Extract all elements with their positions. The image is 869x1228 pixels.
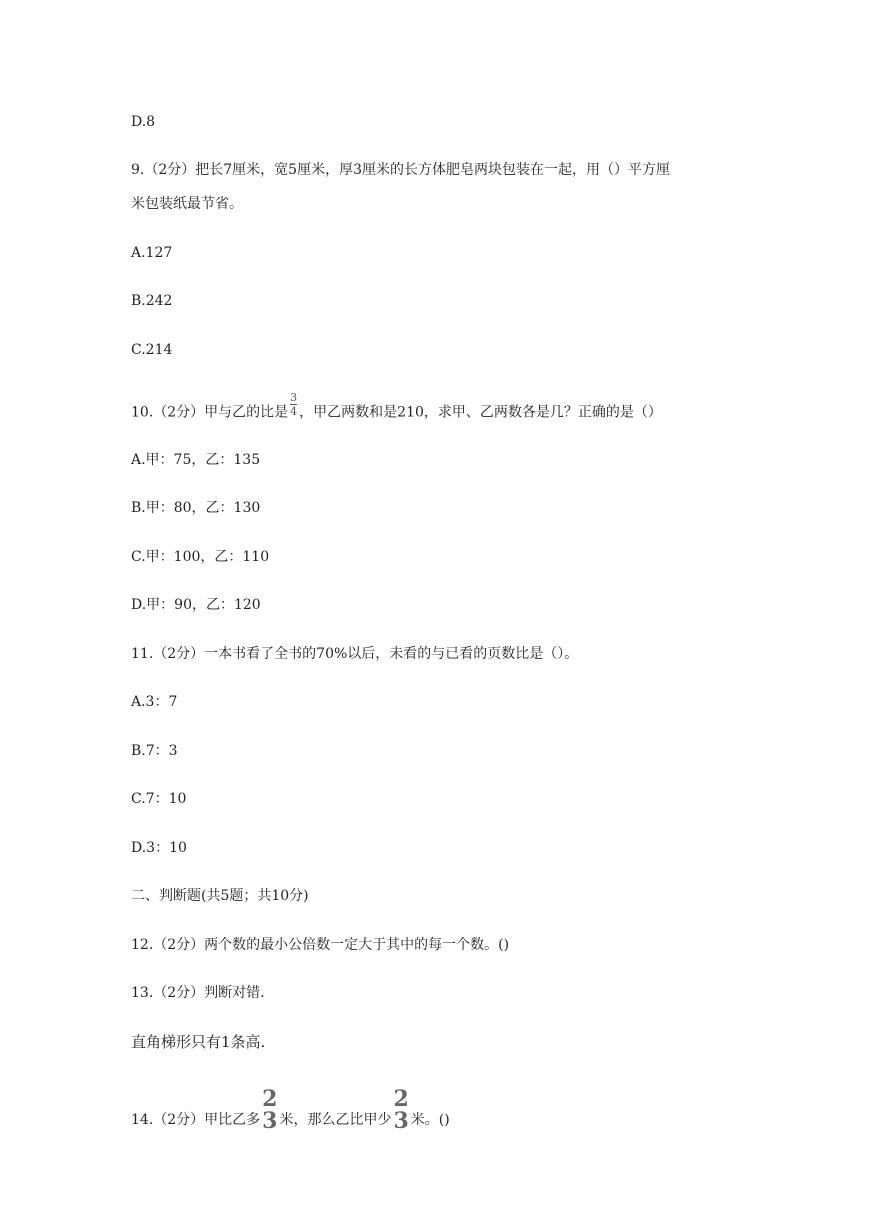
- question-14: [131, 1086, 450, 1142]
- q10-text-post: ，甲乙两数和是210，求甲、乙两数各是几？正确的是（）: [299, 404, 662, 421]
- q10-option-b: B.甲：80，乙：130: [131, 500, 261, 516]
- q11-option-b: B.7：3: [131, 743, 178, 759]
- q9-option-b: B.242: [131, 293, 173, 309]
- question-9-line2: 米包装纸最节省。: [131, 196, 243, 212]
- q9-option-a: A.127: [131, 245, 173, 261]
- question-13: 13.（2分）判断对错.: [131, 985, 265, 1001]
- q14-fraction-1-numerator: 2: [262, 1086, 278, 1112]
- q14-text-pre: 14.（2分）甲比乙多: [131, 1112, 261, 1128]
- question-12: 12.（2分）两个数的最小公倍数一定大于其中的每一个数。(): [131, 937, 510, 953]
- q14-fraction-1-denominator: 3: [262, 1108, 278, 1134]
- question-11: 11.（2分）一本书看了全书的70%以后，未看的与已看的页数比是（）。: [131, 646, 579, 662]
- q14-fraction-2: [393, 1088, 408, 1132]
- q14-fraction-1: [262, 1088, 277, 1132]
- q14-fraction-2-numerator: 2: [393, 1086, 409, 1112]
- q10-fraction: [290, 392, 297, 417]
- q14-text-mid: 米，那么乙比甲少: [279, 1112, 392, 1128]
- q10-text-pre: 10.（2分）甲与乙的比是: [131, 404, 289, 421]
- q10-fraction-denominator: 4: [290, 405, 298, 418]
- q11-option-d: D.3：10: [131, 840, 187, 856]
- section-2-heading: 二、判断题(共5题；共10分): [131, 888, 309, 904]
- q14-fraction-2-denominator: 3: [393, 1108, 409, 1134]
- question-10: [131, 391, 662, 425]
- option-d8: D.8: [131, 114, 156, 130]
- q10-option-a: A.甲：75，乙：135: [131, 452, 261, 468]
- question-9-line1: 9.（2分）把长7厘米，宽5厘米，厚3厘米的长方体肥皂两块包装在一起，用（）平方厘: [131, 162, 670, 178]
- q11-option-a: A.3：7: [131, 694, 178, 710]
- q9-option-c: C.214: [131, 342, 173, 358]
- q10-fraction-numerator: 3: [290, 391, 298, 404]
- q10-option-c: C.甲：100，乙：110: [131, 549, 270, 565]
- question-13-statement: 直角梯形只有1条高.: [131, 1033, 266, 1051]
- q10-option-d: D.甲：90，乙：120: [131, 597, 261, 613]
- q14-text-post: 米。(): [410, 1112, 450, 1128]
- q11-option-c: C.7：10: [131, 791, 187, 807]
